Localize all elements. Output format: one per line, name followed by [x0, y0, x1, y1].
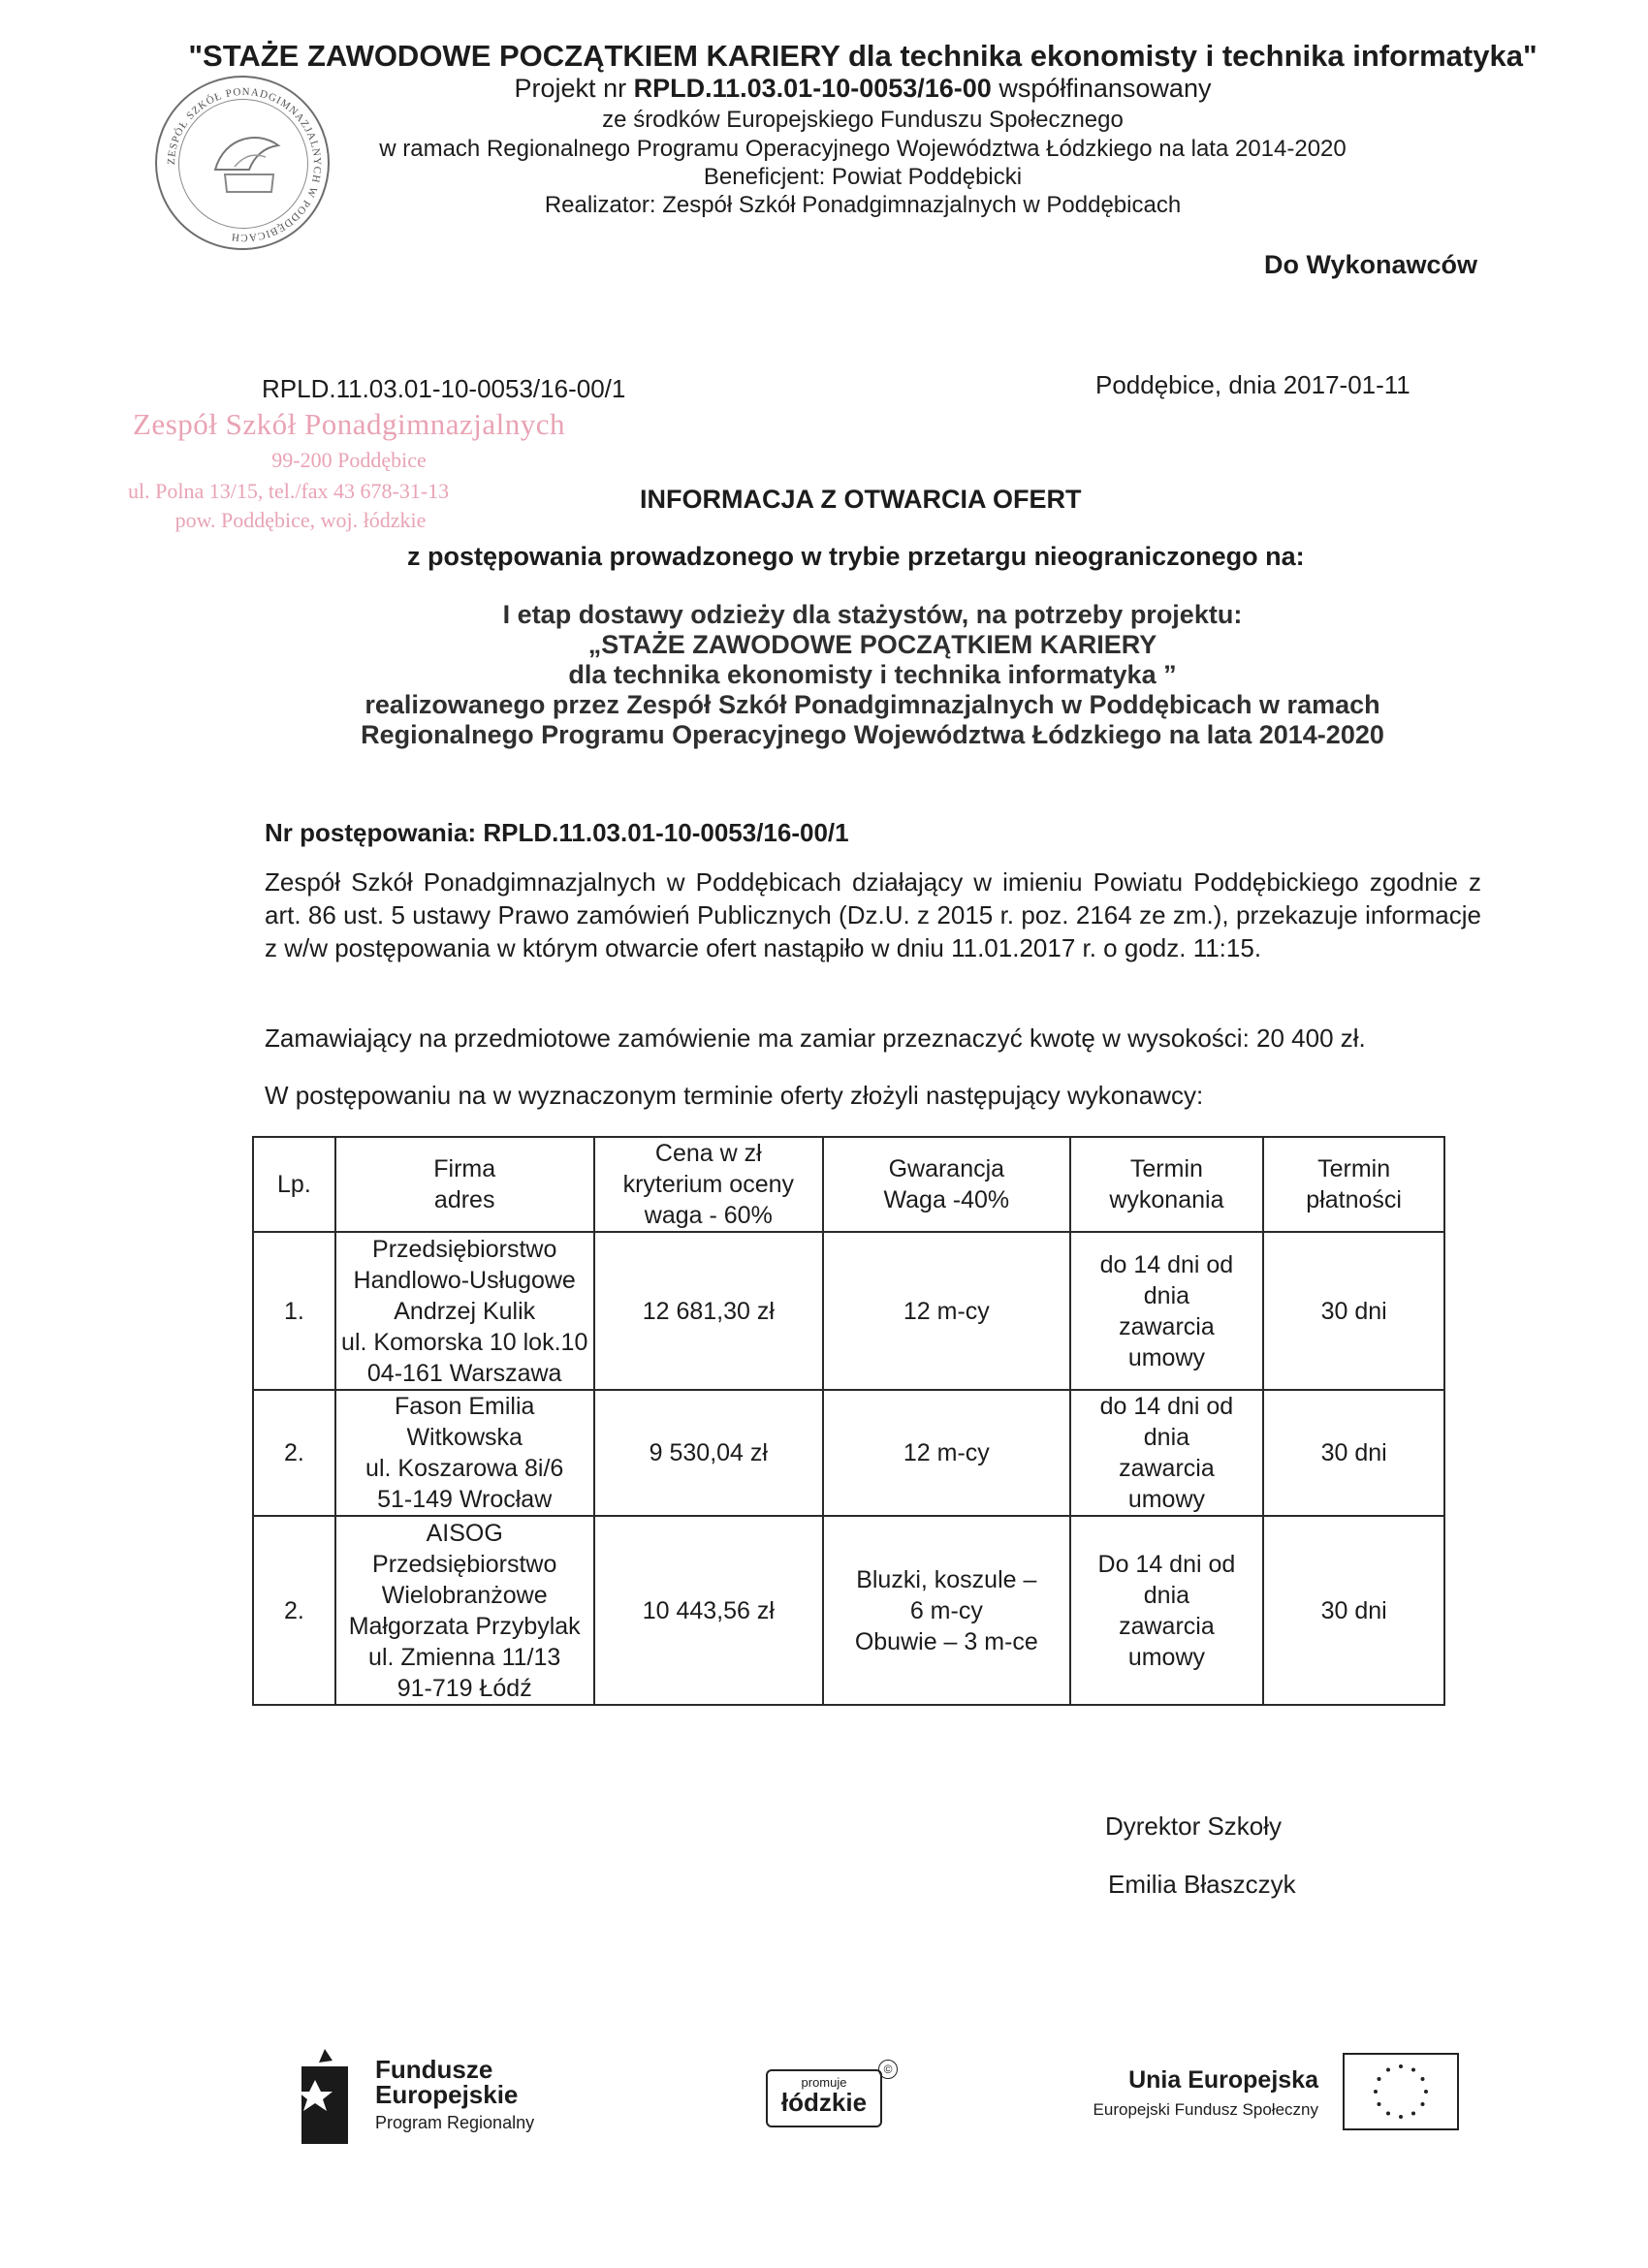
cell-termin-platnosci: 30 dni	[1263, 1390, 1444, 1516]
reference-number: RPLD.11.03.01-10-0053/16-00/1	[262, 374, 626, 403]
proceeding-number: Nr postępowania: RPLD.11.03.01-10-0053/16-00/1	[265, 818, 849, 847]
fe-line-2: Europejskie	[375, 2080, 519, 2109]
cell-gwarancja: 12 m-cy	[823, 1390, 1070, 1516]
cell-lp: 2.	[253, 1516, 335, 1705]
cell-cena: 10 443,56 zł	[594, 1516, 824, 1705]
signature-role: Dyrektor Szkoły	[1105, 1811, 1283, 1841]
intro-paragraph: Zespół Szkół Ponadgimnazjalnych w Poddębicach działający w imieniu Powiatu Poddębickiego zgodnie z art. 86 ust. 5 ustawy Prawo zamówień Publicznych (Dz.U. z 2015 r. poz. 2164 ze zm.), przekazuje informacje z w/w postępowania w którym otwarcie ofert nastąpiło w dniu 11.01.2017 r. o godz. 11:15.	[265, 867, 1481, 962]
eu-flag-icon	[1343, 2053, 1459, 2130]
header-termin-wykonania: Termin wykonania	[1070, 1137, 1264, 1232]
beneficiary-line: Beneficjent: Powiat Poddębicki	[703, 164, 1023, 190]
header-cena: Cena w zł kryterium oceny waga - 60%	[594, 1137, 824, 1232]
cell-firma: Przedsiębiorstwo Handlowo-Usługowe Andrzej Kulik ul. Komorska 10 lok.10 04-161 Warszawa	[335, 1232, 594, 1390]
lodzkie-big-text: łódzkie	[780, 2088, 868, 2117]
subject-line-4: realizowanego przez Zespół Szkół Ponadgimnazjalnych w Poddębicach w ramach	[364, 690, 1380, 719]
table-header-row	[253, 1137, 1444, 1232]
subject-block	[281, 600, 1464, 750]
stamp-line-3: ul. Polna 13/15, tel./fax 43 678-31-13	[128, 479, 450, 503]
header-gwarancja: Gwarancja Waga -40%	[823, 1137, 1070, 1232]
stamp-line-4: pow. Poddębice, woj. łódzkie	[174, 508, 427, 532]
eu-line-2: Europejski Fundusz Społeczny	[1093, 2100, 1318, 2119]
cell-lp: 1.	[253, 1232, 335, 1390]
subject-line-1: I etap dostawy odzieży dla stażystów, na potrzeby projektu:	[502, 600, 1243, 629]
stamp-line-1: Zespół Szkół Ponadgimnazjalnych	[133, 407, 565, 441]
eu-line-1: Unia Europejska	[1128, 2066, 1318, 2094]
cell-cena: 9 530,04 zł	[594, 1390, 824, 1516]
cell-gwarancja: 12 m-cy	[823, 1232, 1070, 1390]
offers-paragraph: W postępowaniu na w wyznaczonym terminie oferty złożyli następujący wykonawcy:	[265, 1081, 1204, 1110]
subject-line-3: dla technika ekonomisty i technika informatyka ”	[568, 660, 1177, 689]
program-line: w ramach Regionalnego Programu Operacyjnego Województwa Łódzkiego na lata 2014-2020	[379, 136, 1347, 162]
lodzkie-small-text: promuje	[801, 2075, 847, 2090]
project-title: "STAŻE ZAWODOWE POCZĄTKIEM KARIERY dla technika ekonomisty i technika informatyka"	[188, 39, 1537, 73]
project-number-line: Projekt nr RPLD.11.03.01-10-0053/16-00 współfinansowany	[514, 74, 1212, 103]
cell-termin-wykonania: Do 14 dni od dnia zawarcia umowy	[1070, 1516, 1264, 1705]
table-row	[253, 1232, 1444, 1390]
offers-table	[252, 1136, 1445, 1706]
header-lp: Lp.	[253, 1137, 335, 1232]
school-stamp	[116, 407, 582, 533]
cell-termin-wykonania: do 14 dni od dnia zawarcia umowy	[1070, 1390, 1264, 1516]
cell-firma: Fason Emilia Witkowska ul. Koszarowa 8i/6 51-149 Wrocław	[335, 1390, 594, 1516]
place-date: Poddębice, dnia 2017-01-11	[1095, 370, 1410, 399]
signature-name: Emilia Błaszczyk	[1108, 1870, 1296, 1899]
table-row	[253, 1390, 1444, 1516]
budget-paragraph: Zamawiający na przedmiotowe zamówienie ma zamiar przeznaczyć kwotę w wysokości: 20 400 zł.	[265, 1024, 1366, 1053]
table-row	[253, 1516, 1444, 1705]
implementer-line: Realizator: Zespół Szkół Ponadgimnazjalnych w Poddębicach	[544, 192, 1182, 218]
fe-line-1: Fundusze	[375, 2055, 493, 2084]
cell-termin-wykonania: do 14 dni od dnia zawarcia umowy	[1070, 1232, 1264, 1390]
fe-star-icon	[296, 2049, 354, 2146]
fundusze-europejskie-logo	[296, 2047, 586, 2154]
seal-ring-text: ZESPÓŁ SZKÓŁ PONADGIMNAZJALNYCH W PODDĘBICACH	[165, 85, 324, 244]
subject-line-2: „STAŻE ZAWODOWE POCZĄTKIEM KARIERY	[587, 630, 1157, 659]
addressee: Do Wykonawców	[1263, 250, 1477, 279]
fe-line-3: Program Regionalny	[375, 2113, 535, 2132]
cell-termin-platnosci: 30 dni	[1263, 1516, 1444, 1705]
header-termin-platnosci: Termin płatności	[1263, 1137, 1444, 1232]
stamp-line-2: 99-200 Poddębice	[271, 448, 427, 472]
document-title: INFORMACJA Z OTWARCIA OFERT	[640, 485, 1082, 514]
unia-europejska-logo	[1076, 2053, 1464, 2150]
cell-termin-platnosci: 30 dni	[1263, 1232, 1444, 1390]
cell-lp: 2.	[253, 1390, 335, 1516]
copyright-icon: ©	[878, 2060, 898, 2079]
cell-gwarancja: Bluzki, koszule – 6 m-cy Obuwie – 3 m-ce	[823, 1516, 1070, 1705]
lodzkie-logo	[766, 2060, 902, 2137]
cell-cena: 12 681,30 zł	[594, 1232, 824, 1390]
subject-line-5: Regionalnego Programu Operacyjnego Województwa Łódzkiego na lata 2014-2020	[361, 720, 1384, 749]
cell-firma: AISOG Przedsiębiorstwo Wielobranżowe Małgorzata Przybylak ul. Zmienna 11/13 91-719 Łódź	[335, 1516, 594, 1705]
header-firma: Firma adres	[335, 1137, 594, 1232]
funding-line: ze środków Europejskiego Funduszu Społecznego	[602, 107, 1124, 133]
document-subtitle: z postępowania prowadzonego w trybie przetargu nieograniczonego na:	[407, 542, 1305, 571]
